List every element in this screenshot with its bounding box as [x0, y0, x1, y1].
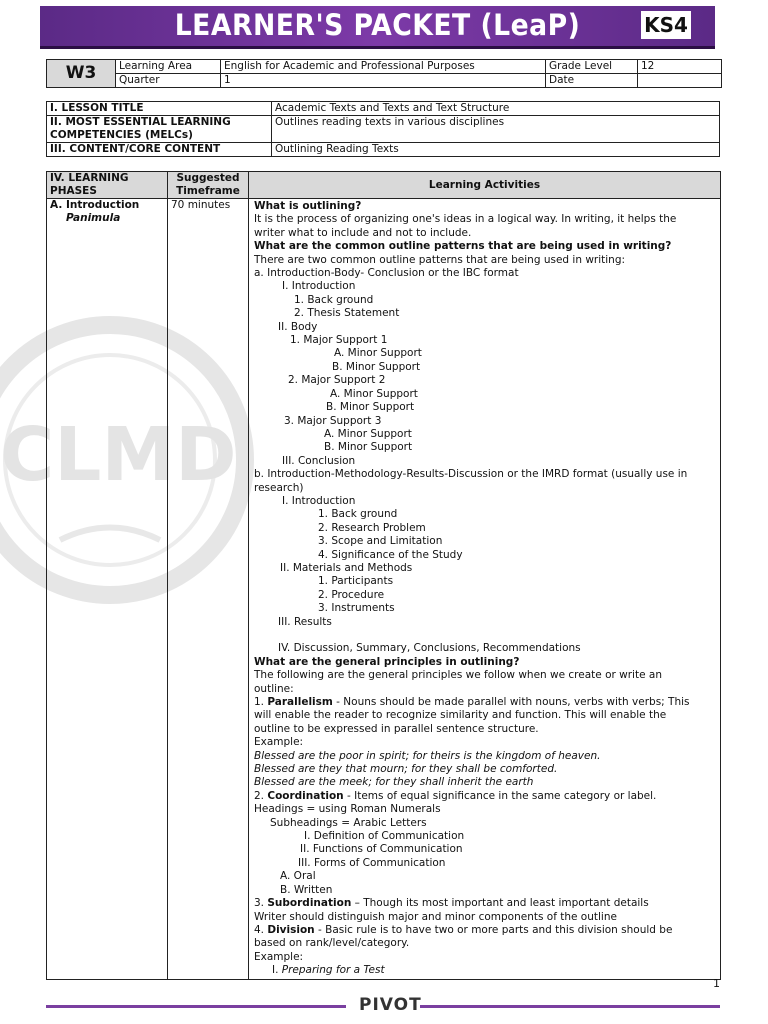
activity-text: 3. Scope and Limitation	[318, 535, 443, 548]
activity-text: B. Written	[280, 883, 333, 896]
activity-line	[254, 307, 715, 320]
activity-line	[254, 468, 715, 481]
activity-line	[254, 884, 715, 897]
activity-text: The following are the general principles we follow when we create or write an	[254, 669, 662, 682]
principle-term: Division	[267, 923, 315, 936]
activity-text: 1.	[254, 696, 268, 709]
activity-text: 1. Back ground	[318, 508, 398, 521]
activity-line	[254, 803, 715, 816]
activity-line	[254, 254, 715, 267]
lesson-table	[46, 101, 720, 157]
activity-line	[254, 522, 715, 535]
melc-label: II. MOST ESSENTIAL LEARNING COMPETENCIES (MELCs)	[47, 116, 272, 143]
activity-line	[254, 213, 715, 226]
activity-text: Blessed are they that mourn; for they shall be comforted.	[254, 763, 558, 776]
svg-text:CLMD: CLMD	[0, 412, 237, 498]
principle-term: Parallelism	[267, 696, 333, 709]
activity-text: a. Introduction-Body- Conclusion or the IBC format	[254, 267, 519, 280]
principle-description: - Basic rule is to have two or more parts and this division should be	[314, 923, 673, 936]
principle-description: - Nouns should be made parallel with nouns, verbs with verbs; This	[332, 696, 690, 709]
content-value: Outlining Reading Texts	[272, 143, 720, 157]
example-text: Preparing for a Test	[281, 964, 385, 977]
activity-line	[254, 709, 715, 722]
activity-line	[254, 790, 715, 803]
activity-line	[254, 602, 715, 615]
principle-term: Subordination	[267, 897, 352, 910]
activity-line	[254, 750, 715, 763]
activity-text: B. Minor Support	[332, 360, 421, 373]
activity-text: Blessed are the poor in spirit; for theirs is the kingdom of heaven.	[254, 749, 601, 762]
learning-activities-header: Learning Activities	[249, 172, 721, 199]
activity-line	[254, 562, 715, 575]
activity-line	[254, 843, 715, 856]
activity-text: 2. Research Problem	[318, 521, 426, 534]
activity-text: IV. Discussion, Summary, Conclusions, Recommendations	[278, 642, 581, 655]
phase-introduction: A. Introduction	[50, 199, 140, 211]
activity-text: I. Introduction	[282, 494, 356, 507]
activity-line	[254, 683, 715, 696]
header-banner	[40, 6, 715, 49]
activity-line	[254, 776, 715, 789]
activity-text: What is outlining?	[254, 200, 362, 212]
activity-text: b. Introduction-Methodology-Results-Discussion or the IMRD format (usually use in	[254, 468, 688, 481]
activity-line	[254, 642, 715, 655]
activity-line	[254, 240, 715, 253]
activity-text: 2. Thesis Statement	[294, 307, 400, 320]
activity-line	[254, 669, 715, 682]
activity-text: outline to be expressed in parallel sentence structure.	[254, 722, 539, 735]
activity-line	[254, 415, 715, 428]
activity-text: Blessed are the meek; for they shall inherit the earth	[254, 776, 534, 789]
activity-text: II. Body	[278, 320, 318, 333]
content-label: III. CONTENT/CORE CONTENT	[47, 143, 272, 157]
phase-cell	[47, 199, 168, 980]
activity-line	[254, 696, 715, 709]
footer-rule-right	[420, 1005, 720, 1008]
activity-text: II. Materials and Methods	[280, 561, 413, 574]
pivot-logo: PIVOT	[359, 995, 422, 1015]
activity-text: I. Introduction	[282, 280, 356, 293]
activity-line	[254, 321, 715, 334]
activity-line	[254, 656, 715, 669]
activity-text: 1. Back ground	[294, 293, 374, 306]
activity-line	[254, 575, 715, 588]
ks4-badge: KS4	[641, 11, 691, 39]
activity-line	[254, 535, 715, 548]
melc-value: Outlines reading texts in various disciplines	[272, 116, 720, 143]
activity-text: writer what to include and not to include.	[254, 226, 472, 239]
page-number: 1	[713, 977, 720, 990]
activities-content	[249, 199, 721, 980]
activity-line	[254, 227, 715, 240]
activity-text: Example:	[254, 950, 304, 963]
activity-line	[254, 911, 715, 924]
activity-line	[254, 897, 715, 910]
activities-table	[46, 171, 721, 980]
activity-text: outline:	[254, 682, 294, 695]
activity-line	[254, 736, 715, 749]
activity-text: 1. Major Support 1	[290, 334, 388, 347]
principle-description: – Though its most important and least important details	[351, 897, 649, 910]
activity-text: I.	[272, 964, 282, 977]
activity-text: B. Minor Support	[324, 441, 413, 454]
activity-text: 3. Instruments	[318, 602, 395, 615]
activity-text: based on rank/level/category.	[254, 937, 410, 950]
activity-text: Headings = using Roman Numerals	[254, 803, 441, 816]
activity-line	[254, 347, 715, 360]
principle-term: Coordination	[267, 789, 344, 802]
activity-text: It is the process of organizing one's ideas in a logical way. In writing, it helps the	[254, 213, 677, 226]
activity-text: 2.	[254, 789, 268, 802]
lesson-title-value: Academic Texts and Texts and Text Structure	[272, 102, 720, 116]
phase-panimula: Panimula	[66, 212, 121, 224]
time-cell	[168, 199, 249, 980]
activity-text: What are the common outline patterns that are being used in writing?	[254, 240, 672, 253]
quarter-value: 1	[221, 74, 546, 88]
activity-line	[254, 857, 715, 870]
activity-text: What are the general principles in outlining?	[254, 655, 520, 668]
info-table	[46, 59, 722, 88]
activity-line	[254, 924, 715, 937]
activity-line	[254, 441, 715, 454]
activity-text: B. Minor Support	[326, 401, 415, 414]
activity-text: 3.	[254, 897, 268, 910]
activity-text: A. Minor Support	[334, 347, 422, 360]
activity-line	[254, 830, 715, 843]
activity-line	[254, 964, 715, 977]
activity-text: A. Minor Support	[324, 427, 412, 440]
activity-line	[254, 294, 715, 307]
activity-line	[254, 549, 715, 562]
activity-text: 3. Major Support 3	[284, 414, 382, 427]
principle-description: - Items of equal significance in the same category or label.	[343, 789, 657, 802]
grade-level-label: Grade Level	[546, 60, 638, 74]
packet-title: LEARNER'S PACKET (LeaP)	[174, 8, 581, 42]
learning-phases-header: IV. LEARNING PHASES	[47, 172, 168, 199]
date-label: Date	[546, 74, 638, 88]
activity-text: 4. Significance of the Study	[318, 548, 463, 561]
activity-text: 2. Procedure	[318, 588, 385, 601]
week-label: W3	[47, 60, 116, 88]
grade-level-value: 12	[638, 60, 722, 74]
time-value: 70 minutes	[171, 199, 231, 211]
activity-line	[254, 361, 715, 374]
learning-area-label: Learning Area	[116, 60, 221, 74]
learning-area-value: English for Academic and Professional Purposes	[221, 60, 546, 74]
activity-text: III. Results	[278, 615, 332, 628]
activity-text: II. Functions of Communication	[300, 843, 463, 856]
quarter-label: Quarter	[116, 74, 221, 88]
activity-line	[254, 763, 715, 776]
activity-text: 4.	[254, 923, 268, 936]
activity-text: A. Oral	[280, 870, 316, 883]
activity-text: III. Forms of Communication	[298, 856, 446, 869]
activity-text: There are two common outline patterns that are being used in writing:	[254, 253, 626, 266]
activity-text: I. Definition of Communication	[304, 830, 465, 843]
activity-text: III. Conclusion	[282, 454, 356, 467]
activity-line	[254, 616, 715, 629]
activity-line	[254, 495, 715, 508]
activity-line	[254, 951, 715, 964]
activity-line	[254, 723, 715, 736]
activity-line	[254, 401, 715, 414]
activity-line	[254, 937, 715, 950]
footer-rule-left	[46, 1005, 346, 1008]
activity-text: Example:	[254, 736, 304, 749]
activity-line	[254, 280, 715, 293]
activity-text: Writer should distinguish major and minor components of the outline	[254, 910, 617, 923]
activity-line	[254, 267, 715, 280]
activity-line	[254, 428, 715, 441]
lesson-title-label: I. LESSON TITLE	[47, 102, 272, 116]
activity-line	[254, 589, 715, 602]
activity-line	[254, 817, 715, 830]
activity-line	[254, 374, 715, 387]
activity-line	[254, 482, 715, 495]
activity-text: Subheadings = Arabic Letters	[270, 816, 427, 829]
activity-line	[254, 334, 715, 347]
activity-text: will enable the reader to recognize similarity and function. This will enable the	[254, 709, 667, 722]
activity-text: research)	[254, 481, 304, 494]
activity-line	[254, 388, 715, 401]
activity-text: 2. Major Support 2	[288, 374, 386, 387]
activity-text: 1. Participants	[318, 575, 394, 588]
activity-line	[254, 629, 715, 642]
date-value	[638, 74, 722, 88]
activity-line	[254, 508, 715, 521]
activity-line	[254, 200, 715, 213]
activity-line	[254, 870, 715, 883]
timeframe-header: Suggested Timeframe	[168, 172, 249, 199]
activity-line	[254, 455, 715, 468]
activity-text: A. Minor Support	[330, 387, 418, 400]
